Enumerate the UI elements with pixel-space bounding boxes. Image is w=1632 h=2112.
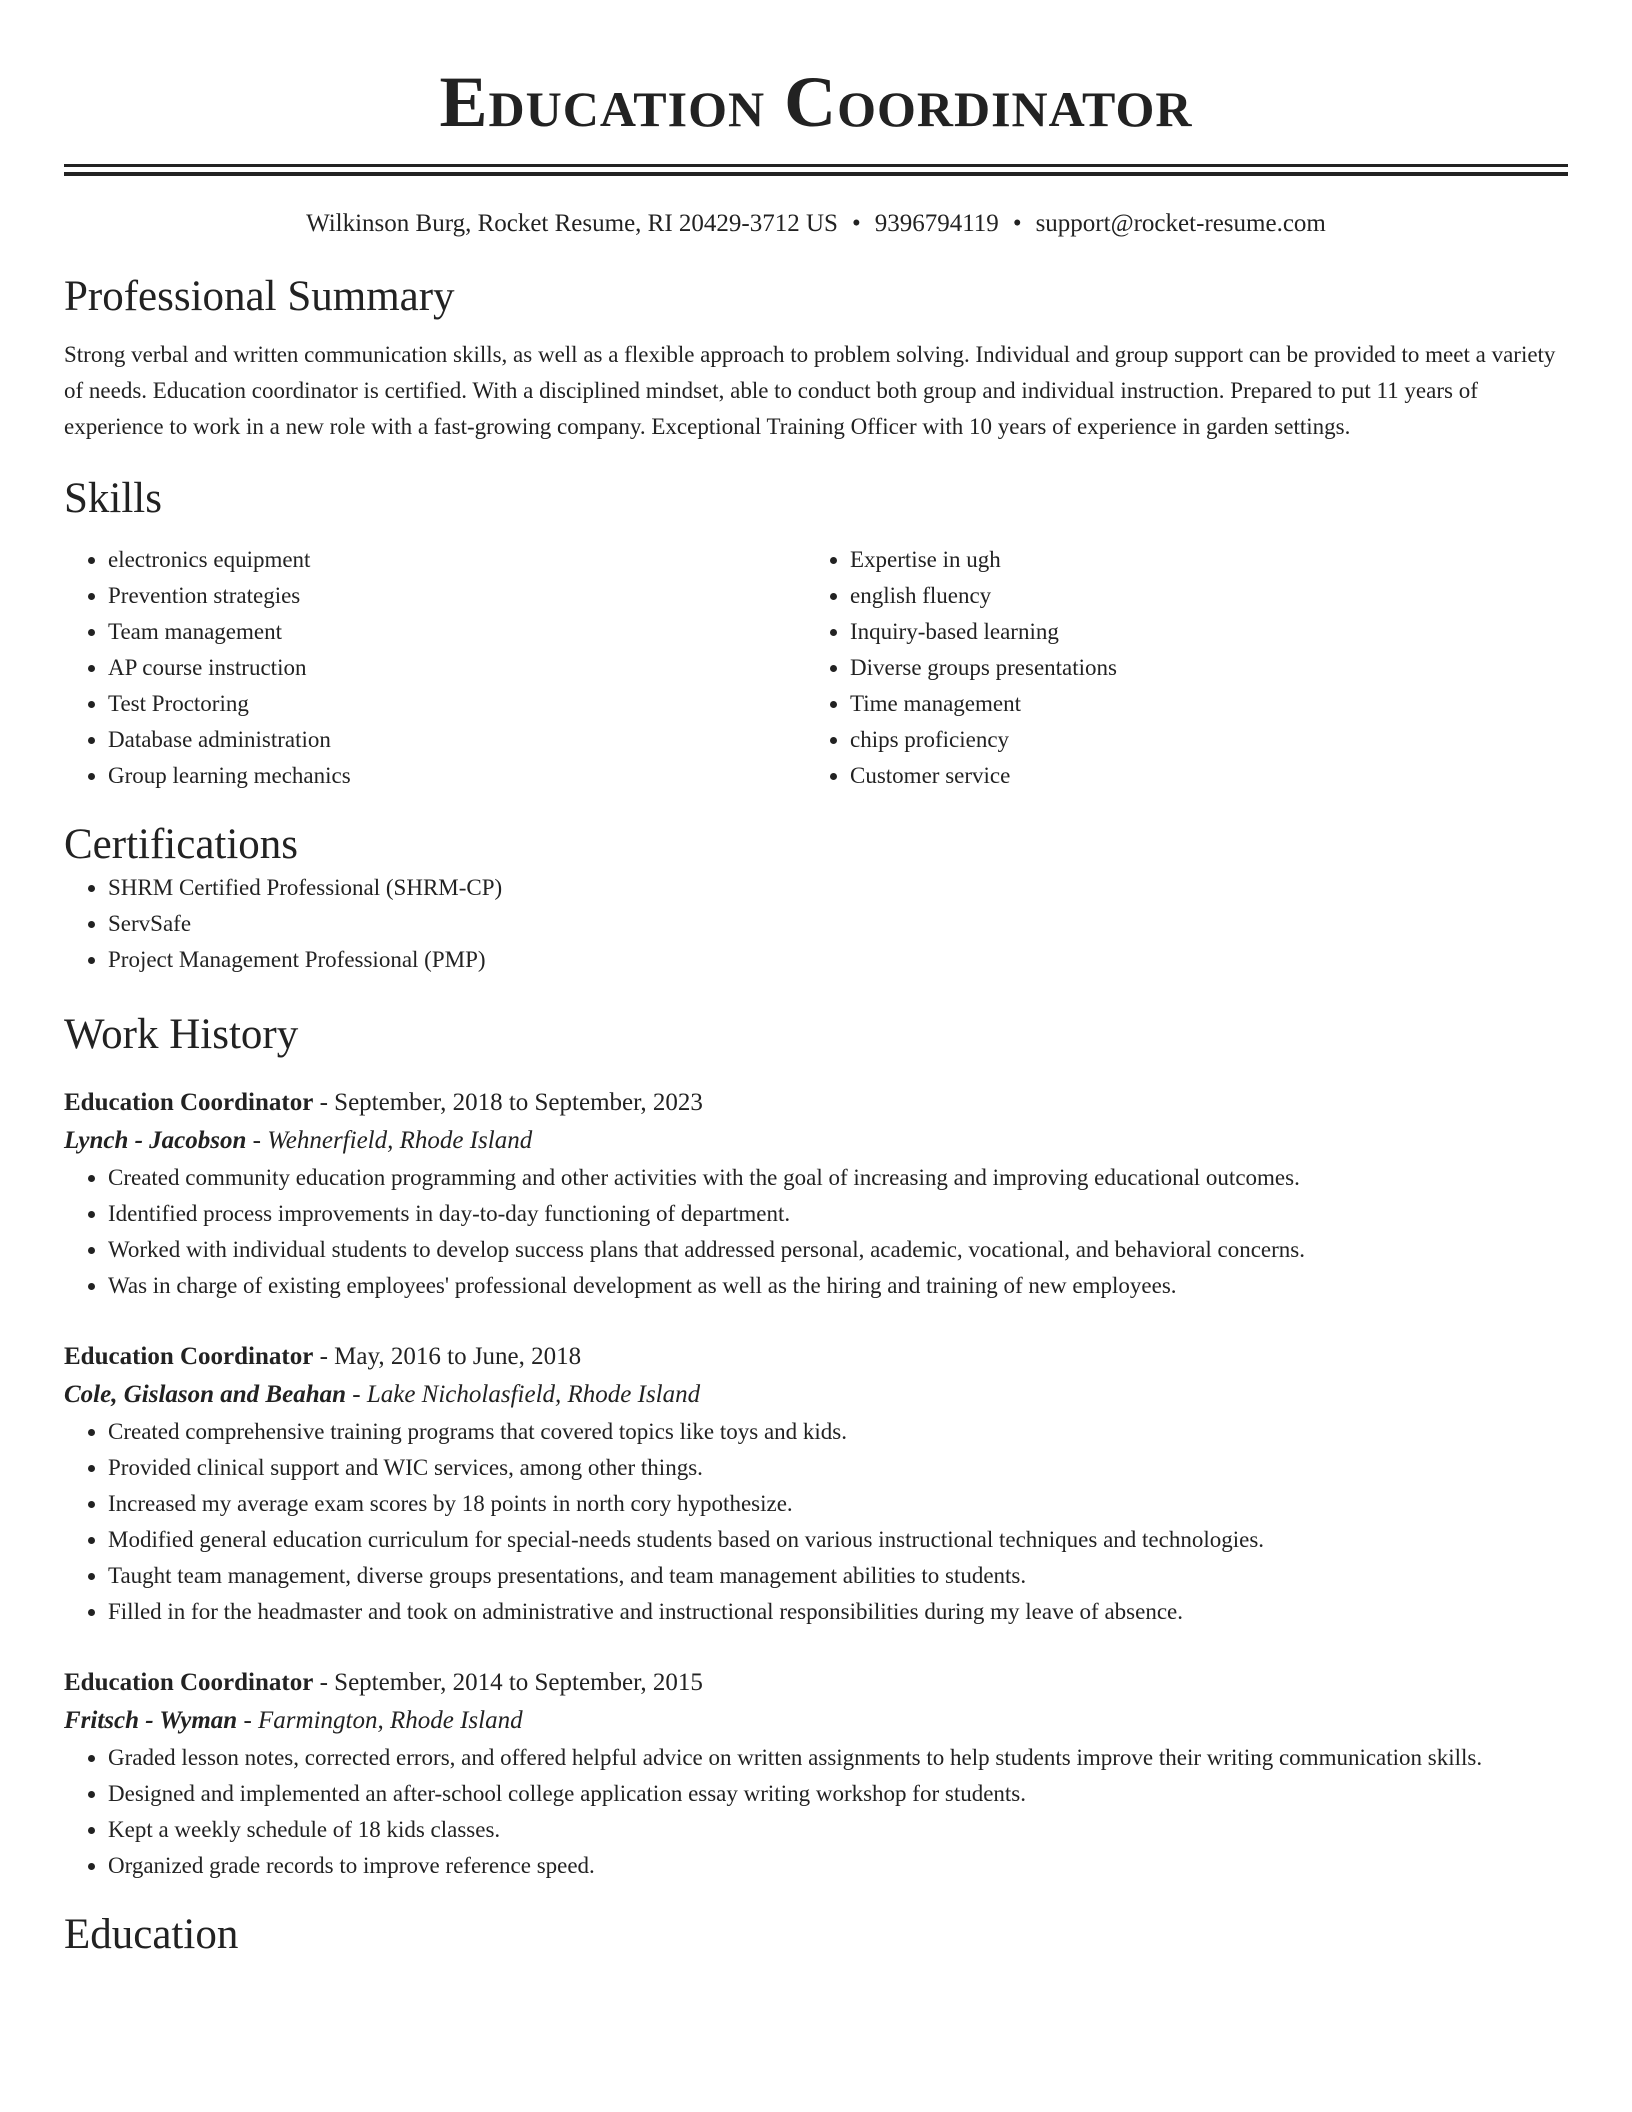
job-bullet: • Filled in for the headmaster and took on administrative and instructional responsibilities during my leave of absence. (108, 1594, 1568, 1630)
job-bullets (64, 1414, 1568, 1630)
skill-item: • Group learning mechanics (108, 758, 806, 794)
job-bullet: • Provided clinical support and WIC services, among other things. (108, 1450, 1568, 1486)
skill-item: • Inquiry-based learning (850, 614, 1548, 650)
skill-item: • AP course instruction (108, 650, 806, 686)
contact-line (64, 209, 1568, 239)
work-history-heading: Work History (64, 1011, 299, 1058)
job-bullet: • Taught team management, diverse groups presentations, and team management abilities to students. (108, 1558, 1568, 1594)
job-bullet: • Organized grade records to improve reference speed. (108, 1848, 1568, 1884)
job-company-line (64, 1122, 1568, 1160)
job-bullet: • Worked with individual students to develop success plans that addressed personal, academic, vocational, and behavioral concerns. (108, 1232, 1568, 1268)
job-dates: - September, 2018 to September, 2023 (313, 1089, 703, 1116)
job-entry (64, 1084, 1568, 1304)
summary-heading: Professional Summary (64, 273, 455, 320)
job-company-line (64, 1376, 1568, 1414)
job-company: Lynch - Jacobson (64, 1127, 247, 1154)
certifications-heading: Certifications (64, 821, 299, 868)
skill-item: • Expertise in ugh (850, 542, 1548, 578)
skills-list-left (64, 542, 806, 794)
skills-list-right (806, 542, 1548, 794)
job-bullet: • Modified general education curriculum for special-needs students based on various instructional techniques and technologies. (108, 1522, 1568, 1558)
skill-item: • electronics equipment (108, 542, 806, 578)
job-location: - Farmington, Rhode Island (237, 1707, 523, 1734)
skill-item: • Database administration (108, 722, 806, 758)
job-role: Education Coordinator (64, 1669, 314, 1696)
job-bullet: • Graded lesson notes, corrected errors, and offered helpful advice on written assignments to help students improve their writing communication skills. (108, 1740, 1568, 1776)
job-bullet: • Was in charge of existing employees' professional development as well as the hiring and training of new employees. (108, 1268, 1568, 1304)
job-title-line (64, 1084, 1568, 1122)
job-role: Education Coordinator (64, 1089, 314, 1116)
job-bullet: • Increased my average exam scores by 18 points in north cory hypothesize. (108, 1486, 1568, 1522)
skill-item: • chips proficiency (850, 722, 1548, 758)
skill-item: • Prevention strategies (108, 578, 806, 614)
skill-item: • Time management (850, 686, 1548, 722)
job-dates: - September, 2014 to September, 2015 (313, 1669, 703, 1696)
job-location: - Wehnerfield, Rhode Island (246, 1127, 533, 1154)
education-heading: Education (64, 1911, 239, 1958)
skill-item: • Test Proctoring (108, 686, 806, 722)
contact-separator: • (851, 210, 861, 237)
job-bullet: • Created community education programming and other activities with the goal of increasing and improving educational outcomes. (108, 1160, 1568, 1196)
job-bullet: • Designed and implemented an after-school college application essay writing workshop for students. (108, 1776, 1568, 1812)
job-title-line (64, 1338, 1568, 1376)
header-rule-top (64, 164, 1568, 167)
job-bullets (64, 1740, 1568, 1884)
certification-item: • SHRM Certified Professional (SHRM-CP) (108, 870, 1568, 906)
job-bullet: • Kept a weekly schedule of 18 kids classes. (108, 1812, 1568, 1848)
skill-item: • Team management (108, 614, 806, 650)
job-bullet: • Identified process improvements in day-to-day functioning of department. (108, 1196, 1568, 1232)
job-entry (64, 1664, 1568, 1884)
job-company: Cole, Gislason and Beahan (64, 1381, 347, 1408)
certifications-list (64, 870, 1568, 978)
skill-item: • Customer service (850, 758, 1548, 794)
skills-columns (64, 542, 1568, 794)
job-location: - Lake Nicholasfield, Rhode Island (346, 1381, 701, 1408)
job-dates: - May, 2016 to June, 2018 (313, 1343, 582, 1370)
job-title-line (64, 1664, 1568, 1702)
contact-email: support@rocket-resume.com (1035, 210, 1326, 237)
job-bullets (64, 1160, 1568, 1304)
job-bullet: • Created comprehensive training programs that covered topics like toys and kids. (108, 1414, 1568, 1450)
certification-item: • ServSafe (108, 906, 1568, 942)
skills-heading: Skills (64, 475, 162, 522)
resume-name: Education Coordinator (439, 62, 1193, 142)
header-rule-bottom (64, 172, 1568, 176)
contact-phone: 9396794119 (874, 210, 999, 237)
job-entry (64, 1338, 1568, 1630)
skill-item: • english fluency (850, 578, 1548, 614)
summary-text: Strong verbal and written communication skills, as well as a flexible approach to problem solving. Individual and group support can be provided to meet a variety of needs. Education coordinator is certified. With a disciplined mindset, able to conduct both group and individual instruction. Prepared to put 11 years of experience to work in a new role with a fast-growing company. Exceptional Training Officer with 10 years of experience in garden settings. (64, 342, 1556, 439)
certification-item: • Project Management Professional (PMP) (108, 942, 1568, 978)
contact-address: Wilkinson Burg, Rocket Resume, RI 20429-3712 US (306, 210, 838, 237)
skill-item: • Diverse groups presentations (850, 650, 1548, 686)
job-company-line (64, 1702, 1568, 1740)
contact-separator: • (1012, 210, 1022, 237)
job-role: Education Coordinator (64, 1343, 314, 1370)
job-company: Fritsch - Wyman (64, 1707, 238, 1734)
